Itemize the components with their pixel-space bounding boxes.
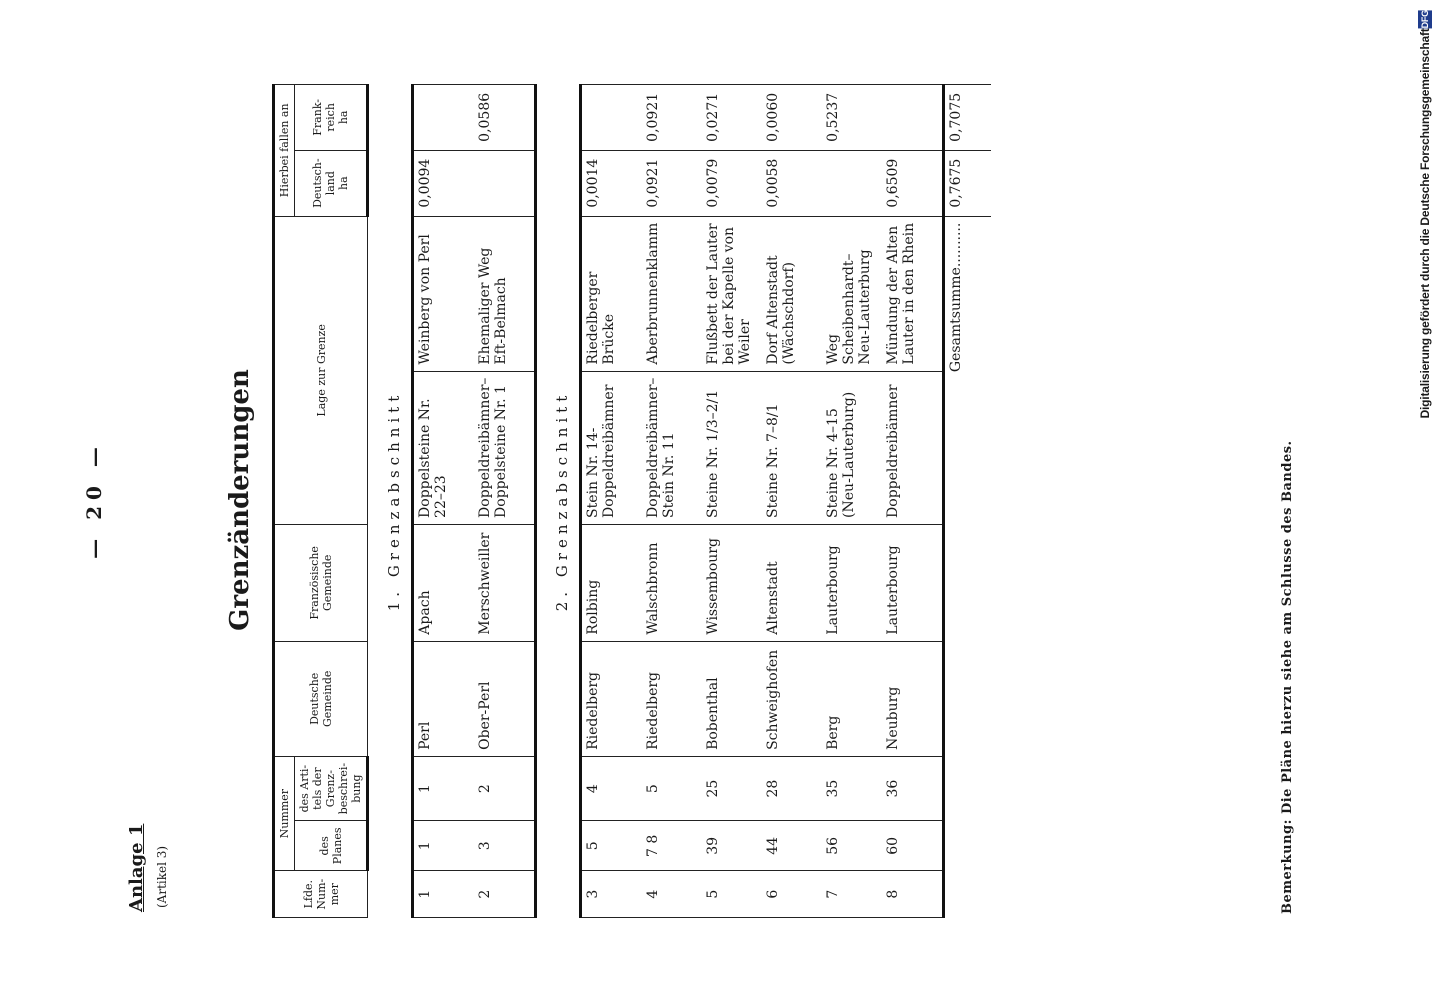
row-lage-steine: Doppelsteine Nr. 22–23 <box>413 371 475 524</box>
header-deutschland <box>295 150 368 216</box>
row-lage-steine: Steine Nr. 1/3–2/1 <box>702 371 762 524</box>
row-deutsche-gemeinde: Ober-Perl <box>474 641 536 756</box>
row-lage-steine: Stein Nr. 14-Doppeldreibämner <box>581 371 643 524</box>
row-lage-steine: Steine Nr. 4–15 (Neu-Lauterburg) <box>822 371 882 524</box>
row-plan: 60 <box>882 821 944 871</box>
row-lage-ort: Weg Scheibenhardt–Neu-Lauterburg <box>822 216 882 371</box>
header-frankreich-label: Frank-reich <box>311 98 337 136</box>
row-franzoesische-gemeinde: Walschbronn <box>642 524 702 641</box>
unit-de: ha <box>337 176 350 190</box>
row-ha-frankreich: 0,0921 <box>642 85 702 151</box>
row-franzoesische-gemeinde: Lauterbourg <box>822 524 882 641</box>
row-lfd: 8 <box>882 871 944 918</box>
row-lage-ort: Dorf Altenstadt (Wächschdorf) <box>762 216 822 371</box>
row-plan: 44 <box>762 821 822 871</box>
note: Bemerkung: Die Pläne hierzu siehe am Schlusse des Bandes. <box>1280 440 1295 914</box>
header-franzoesische-gemeinde: Französische Gemeinde <box>274 524 368 641</box>
digitization-text: Digitalisierung gefördert durch die Deutsche Forschungsgemeinschaft <box>1418 28 1432 419</box>
row-lfd: 6 <box>762 871 822 918</box>
row-artikel: 36 <box>882 756 944 820</box>
digitization-notice <box>1418 10 1434 418</box>
header-nummer: Nummer <box>274 756 295 870</box>
table-row <box>413 85 475 918</box>
row-deutsche-gemeinde: Perl <box>413 641 475 756</box>
row-ha-frankreich: 0,0586 <box>474 85 536 151</box>
header-deutschland-label: Deutsch-land <box>311 158 337 208</box>
page-title: Grenzänderungen <box>225 369 255 631</box>
row-deutsche-gemeinde: Riedelberg <box>642 641 702 756</box>
row-lfd: 2 <box>474 871 536 918</box>
row-lage-ort: Ehemaliger Weg Eft-Belmach <box>474 216 536 371</box>
header-hierbei: Hierbei fallen an <box>274 85 295 217</box>
row-ha-deutschland: 0,0014 <box>581 150 643 216</box>
section-label: 2. Grenzabschnitt <box>553 390 571 612</box>
row-ha-deutschland: 0,0079 <box>702 150 762 216</box>
row-deutsche-gemeinde: Riedelberg <box>581 641 643 756</box>
row-deutsche-gemeinde: Bobenthal <box>702 641 762 756</box>
row-ha-deutschland: 0,0094 <box>413 150 475 216</box>
boundary-table <box>272 84 991 918</box>
row-ha-deutschland: 0,0921 <box>642 150 702 216</box>
row-lfd: 5 <box>702 871 762 918</box>
header-lage: Lage zur Grenze <box>274 216 368 524</box>
table-row <box>822 85 882 918</box>
row-lage-ort: Aberbrunnenklamm <box>642 216 702 371</box>
annex-article: (Artikel 3) <box>155 845 169 908</box>
table-body <box>368 85 992 918</box>
row-franzoesische-gemeinde: Rolbing <box>581 524 643 641</box>
annex-label: Anlage 1 <box>126 823 147 912</box>
row-ha-deutschland: 0,6509 <box>882 150 944 216</box>
row-lfd: 1 <box>413 871 475 918</box>
header-artikel: des Arti-tels der Grenz-beschrei-bung <box>295 756 368 820</box>
row-plan: 1 <box>413 821 475 871</box>
row-artikel: 28 <box>762 756 822 820</box>
row-deutsche-gemeinde: Schweighofen <box>762 641 822 756</box>
section-label: 1. Grenzabschnitt <box>385 390 403 612</box>
row-ha-frankreich <box>413 85 475 151</box>
dfg-logo: DFG <box>1420 10 1430 29</box>
row-artikel: 5 <box>642 756 702 820</box>
row-lage-steine: Steine Nr. 7–8/1 <box>762 371 822 524</box>
row-ha-frankreich <box>882 85 944 151</box>
row-plan: 3 <box>474 821 536 871</box>
row-ha-deutschland <box>822 150 882 216</box>
row-ha-frankreich <box>581 85 643 151</box>
table-row <box>474 85 536 918</box>
row-plan: 7 8 <box>642 821 702 871</box>
table-row <box>762 85 822 918</box>
row-lfd: 4 <box>642 871 702 918</box>
row-lage-steine: Doppeldreibämner–Stein Nr. 11 <box>642 371 702 524</box>
row-lage-ort: Weinberg von Perl <box>413 216 475 371</box>
table-row <box>702 85 762 918</box>
header-frankreich <box>295 85 368 151</box>
header-deutsche-gemeinde: Deutsche Gemeinde <box>274 641 368 756</box>
row-ha-deutschland <box>474 150 536 216</box>
row-artikel: 2 <box>474 756 536 820</box>
table-row <box>642 85 702 918</box>
row-franzoesische-gemeinde: Apach <box>413 524 475 641</box>
header-plan: des Planes <box>295 821 368 871</box>
row-artikel: 25 <box>702 756 762 820</box>
table-row <box>882 85 944 918</box>
row-franzoesische-gemeinde: Lauterbourg <box>882 524 944 641</box>
total-row <box>944 85 992 918</box>
row-artikel: 35 <box>822 756 882 820</box>
table-row <box>581 85 643 918</box>
row-ha-deutschland: 0,0058 <box>762 150 822 216</box>
total-de: 0,7675 <box>944 150 992 216</box>
row-plan: 5 <box>581 821 643 871</box>
row-lage-ort: Mündung der Alten Lauter in den Rhein <box>882 216 944 371</box>
row-franzoesische-gemeinde: Wissembourg <box>702 524 762 641</box>
row-ha-frankreich: 0,0271 <box>702 85 762 151</box>
row-lage-ort: Riedelberger Brücke <box>581 216 643 371</box>
row-plan: 39 <box>702 821 762 871</box>
row-lfd: 3 <box>581 871 643 918</box>
total-fr: 0,7075 <box>944 85 992 151</box>
row-lage-steine: Doppeldreibämner <box>882 371 944 524</box>
row-lage-ort: Flußbett der Lauter bei der Kapelle von Weiler <box>702 216 762 371</box>
row-deutsche-gemeinde: Neuburg <box>882 641 944 756</box>
header-lfd: Lfde. Num-mer <box>274 871 368 918</box>
row-plan: 56 <box>822 821 882 871</box>
row-artikel: 1 <box>413 756 475 820</box>
row-ha-frankreich: 0,0060 <box>762 85 822 151</box>
row-ha-frankreich: 0,5237 <box>822 85 882 151</box>
row-franzoesische-gemeinde: Merschweiller <box>474 524 536 641</box>
row-lfd: 7 <box>822 871 882 918</box>
row-deutsche-gemeinde: Berg <box>822 641 882 756</box>
unit-fr: ha <box>337 110 350 125</box>
row-artikel: 4 <box>581 756 643 820</box>
row-franzoesische-gemeinde: Altenstadt <box>762 524 822 641</box>
page-number: — 20 — <box>82 441 106 559</box>
row-lage-steine: Doppeldreibämner–Doppelsteine Nr. 1 <box>474 371 536 524</box>
total-label: Gesamtsumme.......... <box>944 216 992 917</box>
